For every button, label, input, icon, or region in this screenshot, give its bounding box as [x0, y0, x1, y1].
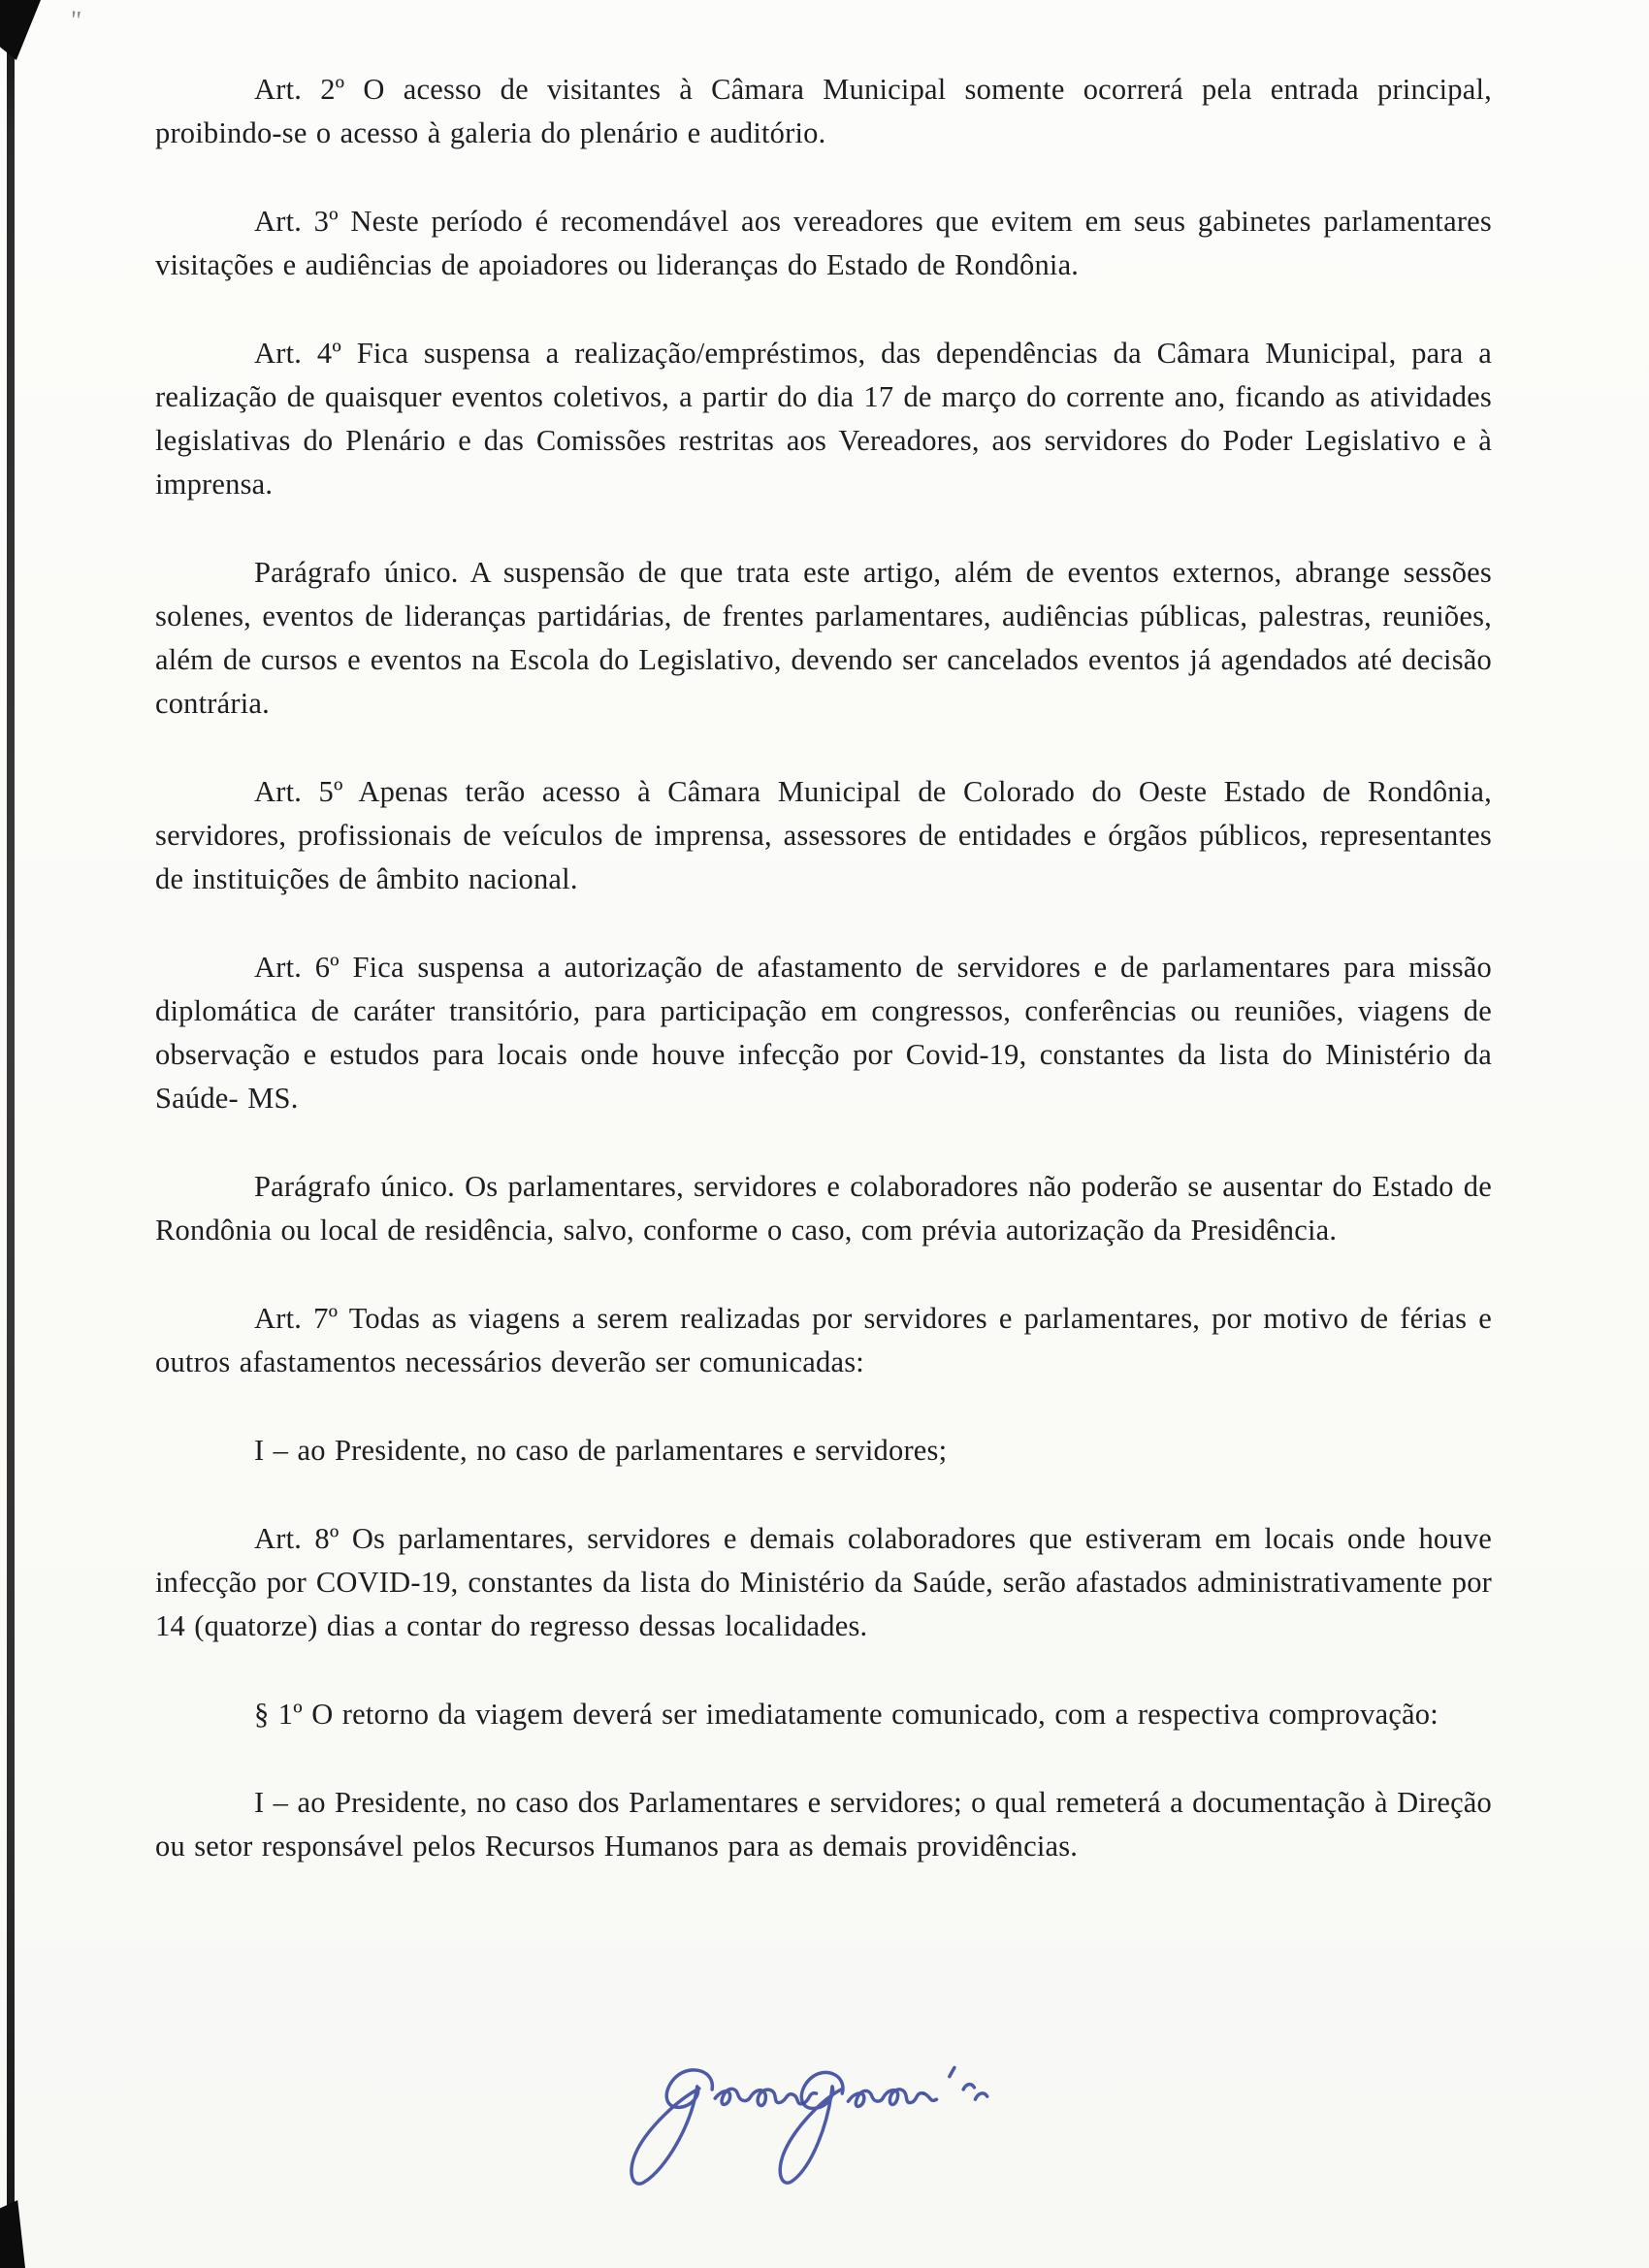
paragraph: Art. 5º Apenas terão acesso à Câmara Municipal de Colorado do Oeste Estado de Rondônia, servidores, profissionais de veículos de imprensa, assessores de entidades e órgãos públicos, representantes de instituições de âmbito nacional. — [155, 775, 1492, 895]
scan-artifact-top-left — [0, 0, 41, 60]
signature-handwriting — [582, 2055, 999, 2253]
paragraph: Parágrafo único. A suspensão de que trata este artigo, além de eventos externos, abrange sessões solenes, eventos de lideranças partidárias, de frentes parlamentares, audiências públicas, palestras, reuniões, além de cursos e eventos na Escola do Legislativo, devendo ser cancelados eventos já agendados até decisão contrária. — [155, 556, 1492, 720]
signature-stroke — [848, 2090, 923, 2107]
paragraph: Art. 8º Os parlamentares, servidores e demais colaboradores que estiveram em locais onde houve infecção por COVID-19, constantes da lista do Ministério da Saúde, serão afastados administrativamente por 14 (quatorze) dias a contar do regresso dessas localidades. — [155, 1522, 1492, 1642]
paragraph: Art. 7º Todas as viagens a serem realizadas por servidores e parlamentares, por motivo de férias e outros afastamentos necessários deverão ser comunicadas: — [155, 1302, 1492, 1378]
paragraph: Art. 3º Neste período é recomendável aos vereadores que evitem em seus gabinetes parlamentares visitações e audiências de apoiadores ou lideranças do Estado de Rondônia. — [155, 205, 1492, 281]
paragraph: Art. 4º Fica suspensa a realização/empréstimos, das dependências da Câmara Municipal, para a realização de quaisquer eventos coletivos, a partir do dia 17 de março do corrente ano, ficando as atividades legislativas do Plenário e das Comissões restritas aos Vereadores, aos servidores do Poder Legislativo e à imprensa. — [155, 337, 1492, 501]
paragraph: Art. 6º Fica suspensa a autorização de afastamento de servidores e de parlamentares para missão diplomática de caráter transitório, para participação em congressos, conferências ou reuniões, viagens de observação e estudos para locais onde houve infecção por Covid-19, constantes da lista do Ministério da Saúde- MS. — [155, 951, 1492, 1115]
signature-stroke — [631, 2070, 712, 2184]
scan-edge-line — [7, 0, 15, 2268]
paragraph: Parágrafo único. Os parlamentares, servidores e colaboradores não poderão se ausentar do Estado de Rondônia ou local de residência, salvo, conforme o caso, com prévia autorização da Presidência. — [155, 1170, 1492, 1247]
paragraph: I – ao Presidente, no caso dos Parlamentares e servidores; o qual remeterá a documentação à Direção ou setor responsável pelos Recursos Humanos para as demais providências. — [155, 1786, 1492, 1863]
signature-stroke — [950, 2067, 954, 2076]
signature-stroke — [963, 2085, 974, 2090]
scan-artifact-quote-mark: " — [68, 5, 83, 37]
scan-artifact-bottom-left — [0, 2200, 25, 2268]
paragraph: I – ao Presidente, no caso de parlamentares e servidores; — [254, 1434, 948, 1467]
signature-stroke — [975, 2093, 986, 2099]
paragraph: § 1º O retorno da viagem deverá ser imediatamente comunicado, com a respectiva comprovação: — [254, 1698, 1439, 1731]
signature-stroke — [780, 2072, 843, 2183]
document-body — [155, 68, 1492, 1913]
paragraph: Art. 2º O acesso de visitantes à Câmara Municipal somente ocorrerá pela entrada principal, proibindo-se o acesso à galeria do plenário e auditório. — [155, 73, 1492, 149]
signature-stroke — [923, 2093, 936, 2100]
